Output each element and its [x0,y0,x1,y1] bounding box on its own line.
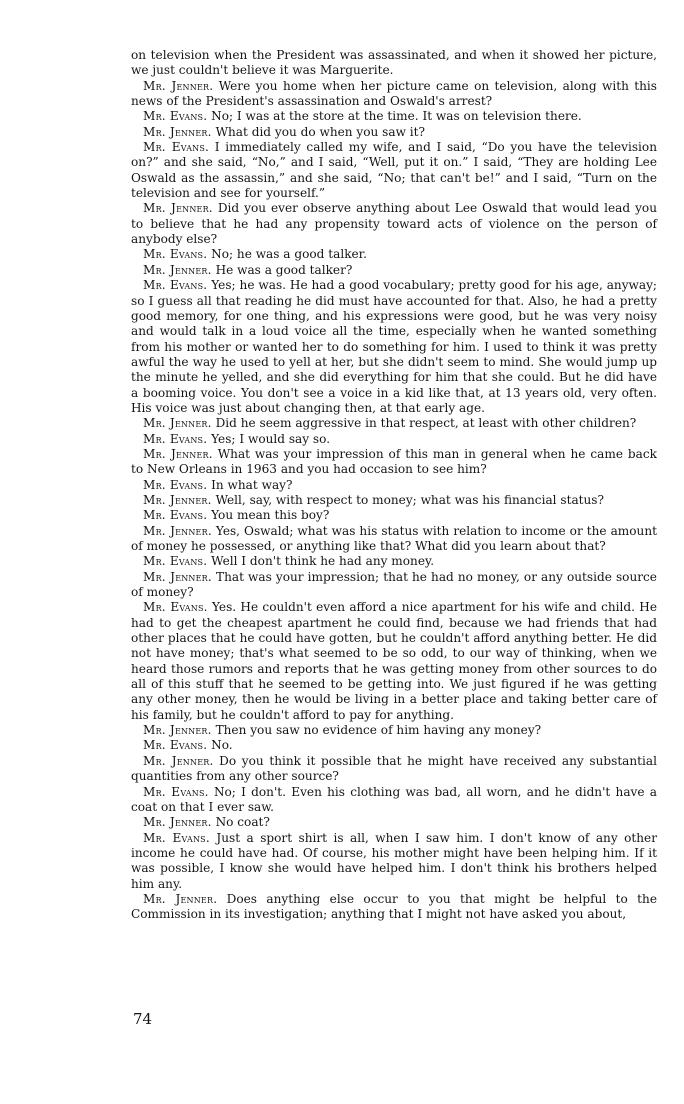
paragraph-text: Yes; I would say so. [211,431,331,446]
paragraph-text: Yes. He couldn't even afford a nice apartment for his wife and child. He had to get the cheapest apartment he could find, because we had friends that had other places that he could have gotten, but he couldn't afford anything better. He did not have money; that's what seemed to be so odd, to our way of thinking, when we heard those rumors and reports that he was getting money from other sources to do all of this stuff that he seemed to be getting into. We just figured if he was getting any other money, then he would be living in a better place and taking better care of his family, but he couldn't afford to pay for anything. [131,600,657,722]
transcript-paragraph [131,723,657,738]
speaker-label: Mr. Jenner. [143,891,218,906]
transcript-paragraph [131,140,657,201]
speaker-label: Mr. Jenner. [143,815,212,830]
speaker-label: Mr. Jenner. [143,124,212,139]
transcript-paragraph [131,785,657,816]
paragraph-text: Yes, Oswald; what was his status with relation to income or the amount of money he possessed, or anything like that? What did you learn about that? [131,523,657,553]
transcript-paragraph [131,278,657,416]
transcript-paragraph [131,493,657,508]
paragraph-text: What did you do when you saw it? [215,124,426,139]
paragraph-text: Then you saw no evidence of him having any money? [215,723,542,738]
transcript-paragraph [131,201,657,247]
paragraph-text: Yes; he was. He had a good vocabulary; pretty good for his age, anyway; so I guess all that reading he did must have accounted for that. Also, he had a pretty good memory, for one thing, and his expressions were good, but he was very noisy and would talk in a loud voice all the time, especially when he wanted something from his mother or wanted her to do something for him. I used to think it was pretty awful the way he used to yell at her, but she didn't seem to mind. She would jump up the minute he yelled, and she did everything for him that she could. But he did have a booming voice. You don't see a voice in a kid like that, at 13 years old, very often. His voice was just about changing then, at that early age. [131,278,657,415]
paragraph-text: Do you think it possible that he might have received any substantial quantities from any other source? [131,753,657,784]
speaker-label: Mr. Evans. [143,140,210,155]
speaker-label: Mr. Evans. [143,554,208,569]
speaker-label: Mr. Evans. [143,738,208,753]
paragraph-text: No coat? [215,815,270,830]
transcript-paragraph [131,447,657,478]
transcript-paragraph [131,831,657,892]
speaker-label: Mr. Evans. [143,431,208,446]
page-number: 74 [133,1010,153,1028]
paragraph-text: Just a sport shirt is all, when I saw him. I don't know of any other income he could have had. Of course, his mother might have been helping him. If it was possible, I know she would have helped him. I don't think his brothers helped him any. [131,830,657,891]
transcript-paragraph [131,125,657,140]
transcript-paragraph [131,738,657,753]
paragraph-text: Were you home when her picture came on television, along with this news of the President's assassination and Oswald's arrest? [131,78,657,109]
speaker-label: Mr. Evans. [143,278,208,293]
paragraph-text: I immediately called my wife, and I said, “Do you have the television on?” and she said, “No,” and I said, “Well, put it on.” I said, “They are holding Lee Oswald as the assassin,” and she said, “No; that can't be!” and I said, “Turn on the television and see for yourself.” [131,140,657,201]
paragraph-text: Did he seem aggressive in that respect, at least with other children? [215,416,637,431]
transcript-paragraph [131,815,657,830]
paragraph-text: In what way? [211,477,293,492]
speaker-label: Mr. Evans. [143,508,208,523]
transcript-paragraph [131,48,657,79]
transcript-paragraph [131,754,657,785]
transcript-paragraph [131,570,657,601]
paragraph-text: No; he was a good talker. [211,247,367,262]
speaker-label: Mr. Evans. [143,247,208,262]
speaker-label: Mr. Jenner. [143,262,212,277]
transcript-paragraph [131,263,657,278]
transcript-paragraph [131,508,657,523]
speaker-label: Mr. Jenner. [143,416,212,431]
speaker-label: Mr. Jenner. [143,723,212,738]
paragraph-text: That was your impression; that he had no money, or any outside source of money? [131,569,657,600]
paragraph-text: No; I was at the store at the time. It was on television there. [211,109,582,124]
speaker-label: Mr. Jenner. [143,523,212,538]
speaker-label: Mr. Jenner. [143,201,213,216]
transcript-paragraph [131,554,657,569]
paragraph-text: on television when the President was assassinated, and when it showed her picture, we just couldn't believe it was Marguerite. [131,48,657,78]
speaker-label: Mr. Evans. [143,600,208,615]
speaker-label: Mr. Jenner. [143,492,212,507]
transcript-paragraph [131,109,657,124]
speaker-label: Mr. Evans. [143,477,208,492]
speaker-label: Mr. Evans. [143,109,208,124]
speaker-label: Mr. Evans. [143,830,210,845]
speaker-label: Mr. Jenner. [143,753,214,768]
paragraph-text: What was your impression of this man in general when he came back to New Orleans in 1963 and you had occasion to see him? [131,446,657,477]
speaker-label: Mr. Jenner. [143,569,212,584]
transcript-page [131,48,657,923]
paragraph-text: No. [211,738,233,753]
paragraph-text: He was a good talker? [215,262,353,277]
transcript-paragraph [131,416,657,431]
transcript-paragraph [131,478,657,493]
paragraph-text: Well I don't think he had any money. [211,554,435,569]
paragraph-text: No; I don't. Even his clothing was bad, all worn, and he didn't have a coat on that I ever saw. [131,784,657,814]
transcript-paragraph [131,892,657,923]
transcript-paragraph [131,247,657,262]
transcript-paragraph [131,79,657,110]
speaker-label: Mr. Jenner. [143,78,214,93]
paragraph-text: Does anything else occur to you that might be helpful to the Commission in its investigation; anything that I might not have asked you about, [131,891,657,922]
transcript-paragraph [131,432,657,447]
transcript-paragraph [131,600,657,723]
speaker-label: Mr. Evans. [143,784,209,799]
speaker-label: Mr. Jenner. [143,446,213,461]
paragraph-text: Did you ever observe anything about Lee Oswald that would lead you to believe that he had any propensity toward acts of violence on the person of anybody else? [131,201,657,247]
paragraph-text: Well, say, with respect to money; what was his financial status? [215,492,604,507]
paragraph-text: You mean this boy? [211,508,330,523]
transcript-paragraph [131,524,657,555]
